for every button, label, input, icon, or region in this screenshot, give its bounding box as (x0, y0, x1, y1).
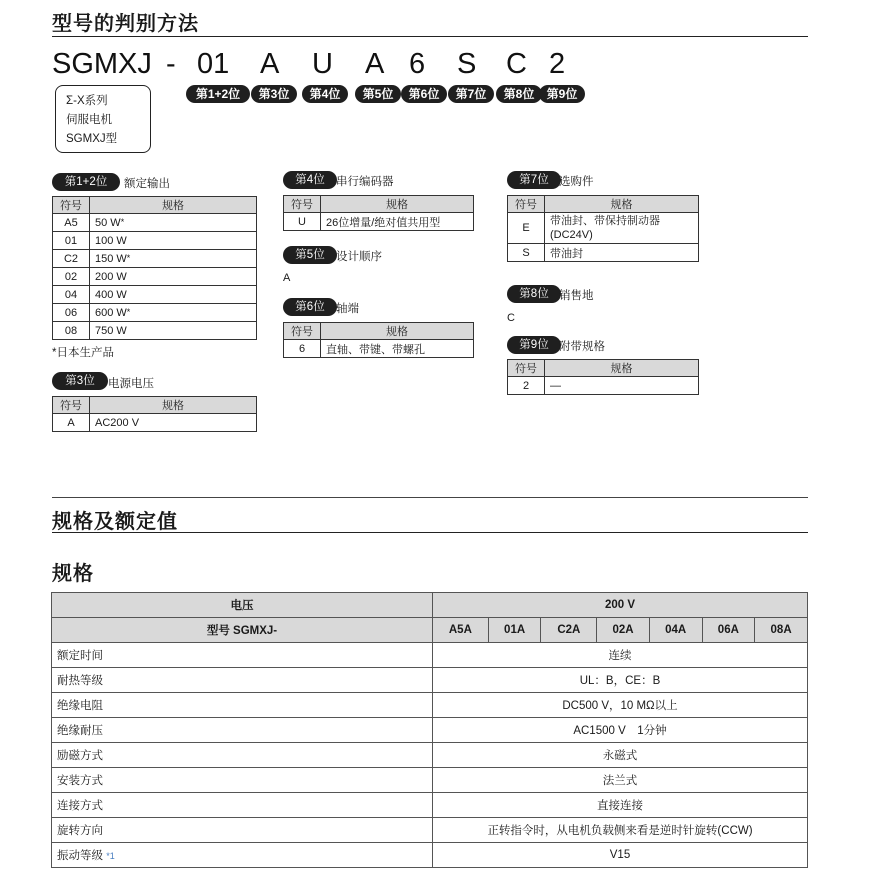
d9-table (507, 359, 699, 395)
d6-table (283, 322, 474, 358)
col-header: 符号 (508, 360, 545, 377)
tag-d7: 第7位 (507, 171, 561, 189)
model-digit-3: A (260, 48, 280, 80)
row-name: 振动等级 *1 (52, 843, 433, 868)
cell-spec: 750 W (90, 322, 257, 340)
col-header: 规格 (545, 196, 699, 213)
d7-label: 选购件 (559, 176, 594, 188)
tag-d4: 第4位 (283, 171, 337, 189)
table-row (53, 268, 257, 286)
table-row (53, 322, 257, 340)
model-col: 02A (597, 618, 650, 643)
row-value: 连续 (433, 643, 808, 668)
table-row (52, 843, 808, 868)
model-prefix: SGMXJ (52, 48, 152, 80)
model-digit-9: 2 (549, 48, 566, 80)
cell-code: 2 (508, 377, 545, 395)
cell-code: A (53, 414, 90, 432)
cell-code: 04 (53, 286, 90, 304)
row-value: 直接连接 (433, 793, 808, 818)
model-col: C2A (541, 618, 597, 643)
table-row (52, 643, 808, 668)
cell-spec: 直轴、带键、带螺孔 (321, 340, 474, 358)
tag-digit-6: 第6位 (401, 85, 447, 103)
row-value: AC1500 V 1分钟 (433, 718, 808, 743)
section-title-specs: 规格 (52, 563, 94, 585)
table-row (508, 377, 699, 395)
tag-d3: 第3位 (52, 372, 108, 390)
col-header: 规格 (321, 323, 474, 340)
cell-code: C2 (53, 250, 90, 268)
cell-code: E (508, 213, 545, 244)
cell-code: 6 (284, 340, 321, 358)
d5-value: A (283, 272, 291, 284)
d12-label: 额定输出 (124, 178, 170, 190)
table-row (52, 693, 808, 718)
tag-digit-3: 第3位 (251, 85, 297, 103)
section-title-specs-ratings: 规格及额定值 (52, 511, 178, 533)
cell-spec: — (545, 377, 699, 395)
row-value: 永磁式 (433, 743, 808, 768)
cell-code: 06 (53, 304, 90, 322)
model-digit-6: 6 (409, 48, 426, 80)
tag-digit-5: 第5位 (355, 85, 401, 103)
model-col: 01A (488, 618, 541, 643)
tag-digit-4: 第4位 (302, 85, 348, 103)
table-row (52, 768, 808, 793)
table-row (53, 286, 257, 304)
tag-d12: 第1+2位 (52, 173, 120, 191)
table-row (53, 214, 257, 232)
row-name: 励磁方式 (52, 743, 433, 768)
table-row (508, 244, 699, 262)
model-digit-5: A (365, 48, 385, 80)
tag-digit-8: 第8位 (496, 85, 542, 103)
tag-d5: 第5位 (283, 246, 337, 264)
d6-label: 轴端 (336, 303, 359, 315)
footnote-ref[interactable]: *1 (106, 851, 115, 861)
cell-spec: 400 W (90, 286, 257, 304)
model-digit-7: S (457, 48, 477, 80)
model-digit-12: 01 (197, 48, 230, 80)
tag-d8: 第8位 (507, 285, 561, 303)
voltage-header: 电压 (52, 593, 433, 618)
tag-d6: 第6位 (283, 298, 337, 316)
row-value: UL：B，CE：B (433, 668, 808, 693)
section-rule (52, 532, 808, 533)
section-title-model-id: 型号的判别方法 (52, 13, 199, 35)
row-value: V15 (433, 843, 808, 868)
model-header: 型号 SGMXJ- (52, 618, 433, 643)
spec-table (51, 592, 808, 868)
col-header: 符号 (53, 397, 90, 414)
series-line: 伺服电机 (66, 114, 112, 126)
tag-digit-12: 第1+2位 (186, 85, 250, 103)
voltage-value: 200 V (433, 593, 808, 618)
model-col: 06A (702, 618, 755, 643)
d4-label: 串行编码器 (336, 176, 394, 188)
d3-table (52, 396, 257, 432)
col-header: 规格 (90, 397, 257, 414)
row-value: 法兰式 (433, 768, 808, 793)
col-header: 符号 (53, 197, 90, 214)
cell-spec: 带油封、带保持制动器 (DC24V) (545, 213, 699, 244)
tag-d9: 第9位 (507, 336, 561, 354)
col-header: 符号 (284, 196, 321, 213)
model-col: A5A (433, 618, 489, 643)
model-col: 08A (755, 618, 808, 643)
cell-spec: 50 W* (90, 214, 257, 232)
col-header: 规格 (90, 197, 257, 214)
d7-table (507, 195, 699, 262)
d5-label: 设计顺序 (336, 251, 382, 263)
cell-spec: AC200 V (90, 414, 257, 432)
d8-label: 销售地 (559, 290, 594, 302)
model-col: 04A (649, 618, 702, 643)
table-row (52, 743, 808, 768)
table-row (52, 668, 808, 693)
cell-spec: 100 W (90, 232, 257, 250)
d12-note: *日本生产品 (52, 347, 114, 359)
cell-code: 01 (53, 232, 90, 250)
d8-value: C (507, 312, 515, 324)
row-name: 绝缘电阻 (52, 693, 433, 718)
model-digit-4: U (312, 48, 333, 80)
table-row (52, 718, 808, 743)
row-name: 额定时间 (52, 643, 433, 668)
tag-digit-9: 第9位 (539, 85, 585, 103)
col-header: 规格 (545, 360, 699, 377)
section-rule (52, 497, 808, 498)
cell-spec: 带油封 (545, 244, 699, 262)
d9-label: 附带规格 (559, 341, 605, 353)
col-header: 规格 (321, 196, 474, 213)
table-row (53, 304, 257, 322)
table-row (284, 213, 474, 231)
cell-spec: 600 W* (90, 304, 257, 322)
table-row (53, 414, 257, 432)
table-row (52, 793, 808, 818)
model-dash: - (166, 48, 176, 80)
cell-code: 02 (53, 268, 90, 286)
cell-code: 08 (53, 322, 90, 340)
table-row (284, 340, 474, 358)
cell-spec: 26位增量/绝对值共用型 (321, 213, 474, 231)
series-box (55, 85, 151, 153)
cell-spec: 200 W (90, 268, 257, 286)
table-row (52, 593, 808, 618)
cell-spec: 150 W* (90, 250, 257, 268)
cell-code: S (508, 244, 545, 262)
tag-digit-7: 第7位 (448, 85, 494, 103)
row-name: 绝缘耐压 (52, 718, 433, 743)
table-row (53, 250, 257, 268)
d12-table (52, 196, 257, 340)
col-header: 符号 (508, 196, 545, 213)
table-row (52, 818, 808, 843)
table-row (53, 232, 257, 250)
section-rule (52, 36, 808, 37)
cell-code: A5 (53, 214, 90, 232)
row-name: 耐热等级 (52, 668, 433, 693)
row-name: 安装方式 (52, 768, 433, 793)
row-value: 正转指令时，从电机负载侧来看是逆时针旋转(CCW) (433, 818, 808, 843)
table-row (508, 213, 699, 244)
row-value: DC500 V，10 MΩ以上 (433, 693, 808, 718)
model-digit-8: C (506, 48, 527, 80)
series-line: SGMXJ型 (66, 133, 118, 145)
d4-table (283, 195, 474, 231)
row-name: 连接方式 (52, 793, 433, 818)
col-header: 符号 (284, 323, 321, 340)
cell-code: U (284, 213, 321, 231)
series-line: Σ-X系列 (66, 95, 108, 107)
table-row (52, 618, 808, 643)
row-name: 旋转方向 (52, 818, 433, 843)
d3-label: 电源电压 (108, 378, 154, 390)
